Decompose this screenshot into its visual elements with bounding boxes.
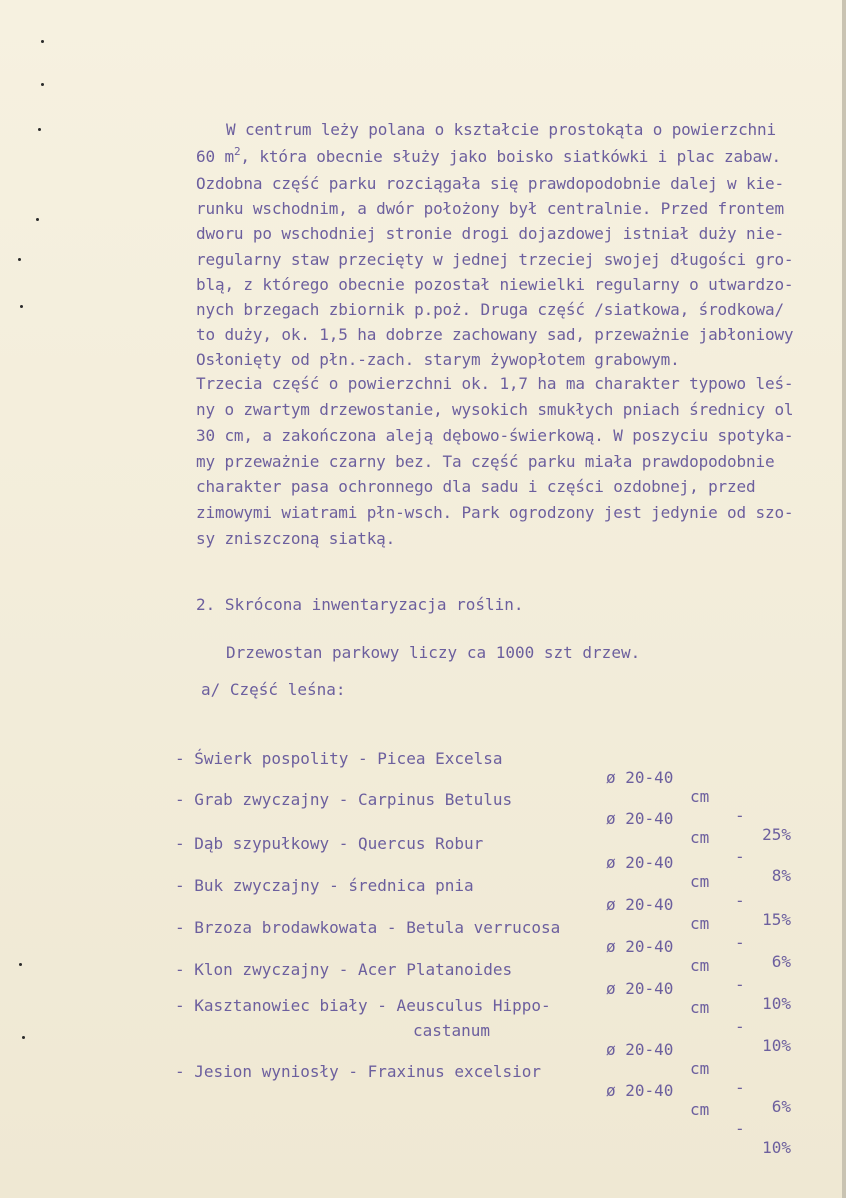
paragraph-line: nych brzegach zbiornik p.poż. Druga część /siatkowa, środkowa/ xyxy=(196,300,784,319)
tree-name-continued: castanum xyxy=(413,1021,491,1040)
tree-name: - Kasztanowiec biały - Aeusculus Hippo- xyxy=(175,996,551,1015)
tree-dash: - xyxy=(735,933,745,952)
tree-unit: cm xyxy=(690,1059,710,1078)
paragraph-line: sy zniszczoną siatką. xyxy=(196,529,396,548)
paragraph-line: my przeważnie czarny bez. Ta część parku miała prawdopodobnie xyxy=(196,452,775,471)
paragraph-line: runku wschodnim, a dwór położony był centralnie. Przed frontem xyxy=(196,199,784,218)
subsection-title: a/ Część leśna: xyxy=(201,680,346,699)
tree-percent: 10% xyxy=(762,1036,791,1055)
tree-dash: - xyxy=(735,847,745,866)
margin-dot xyxy=(20,305,23,308)
tree-diameter: ø 20-40 xyxy=(606,979,674,998)
tree-dash: - xyxy=(735,1017,745,1036)
tree-percent: 6% xyxy=(771,952,791,971)
tree-name: - Dąb szypułkowy - Quercus Robur xyxy=(175,834,484,853)
tree-name: - Klon zwyczajny - Acer Platanoides xyxy=(175,960,513,979)
paragraph-line: to duży, ok. 1,5 ha dobrze zachowany sad, przeważnie jabłoniowy xyxy=(196,325,794,344)
tree-unit: cm xyxy=(690,1100,710,1119)
paragraph-line: 30 cm, a zakończona aleją dębowo-świerkową. W poszyciu spotyka- xyxy=(196,426,794,445)
tree-name: - Grab zwyczajny - Carpinus Betulus xyxy=(175,790,513,809)
tree-dash: - xyxy=(735,1119,745,1138)
tree-unit: cm xyxy=(690,914,710,933)
tree-unit: cm xyxy=(690,787,710,806)
paragraph-line: zimowymi wiatrami płn-wsch. Park ogrodzony jest jedynie od szo- xyxy=(196,503,794,522)
tree-row xyxy=(0,1043,846,1157)
tree-dash: - xyxy=(735,806,745,825)
paragraph-line: blą, z którego obecnie pozostał niewielki regularny o utwardzo- xyxy=(196,275,794,294)
tree-dash: - xyxy=(735,1078,745,1097)
tree-diameter: ø 20-40 xyxy=(606,809,674,828)
tree-unit: cm xyxy=(690,956,710,975)
paragraph-line: Osłonięty od płn.-zach. starym żywopłotem grabowym. xyxy=(196,350,680,369)
paragraph-line: W centrum leży polana o kształcie prostokąta o powierzchni xyxy=(226,120,777,139)
tree-diameter: ø 20-40 xyxy=(606,937,674,956)
paragraph-line xyxy=(196,147,781,169)
margin-dot xyxy=(38,128,41,131)
paragraph-line: Trzecia część o powierzchni ok. 1,7 ha ma charakter typowo leś- xyxy=(196,374,794,393)
margin-dot xyxy=(36,218,39,221)
paragraph-line-rest: , która obecnie służy jako boisko siatkówki i plac zabaw. xyxy=(240,147,781,166)
tree-diameter: ø 20-40 xyxy=(606,895,674,914)
paragraph-line: regularny staw przecięty w jednej trzeciej swojej długości gro- xyxy=(196,250,794,269)
paragraph-line: dworu po wschodniej stronie drogi dojazdowej istniał duży nie- xyxy=(196,224,784,243)
tree-percent: 10% xyxy=(762,994,791,1013)
intro-text: Drzewostan parkowy liczy ca 1000 szt drzew. xyxy=(226,643,641,662)
tree-percent: 15% xyxy=(762,910,791,929)
tree-name: - Brzoza brodawkowata - Betula verrucosa xyxy=(175,918,561,937)
tree-diameter: ø 20-40 xyxy=(606,768,674,787)
margin-dot xyxy=(18,258,21,261)
section-heading: 2. Skrócona inwentaryzacja roślin. xyxy=(196,595,524,614)
tree-percent: 6% xyxy=(771,1097,791,1116)
tree-unit: cm xyxy=(690,828,710,847)
paragraph-line: Ozdobna część parku rozciągała się prawdopodobnie dalej w kie- xyxy=(196,174,784,193)
tree-dash: - xyxy=(735,975,745,994)
paragraph-line: ny o zwartym drzewostanie, wysokich smukłych pniach średnicy ol xyxy=(196,400,794,419)
margin-dot xyxy=(41,40,44,43)
tree-dash: - xyxy=(735,891,745,910)
tree-unit: cm xyxy=(690,998,710,1017)
tree-unit: cm xyxy=(690,872,710,891)
tree-percent: 8% xyxy=(771,866,791,885)
area-value: 60 m xyxy=(196,147,234,166)
superscript: 2 xyxy=(233,145,241,158)
tree-percent: 10% xyxy=(762,1138,791,1157)
tree-name: - Świerk pospolity - Picea Excelsa xyxy=(175,749,503,768)
tree-diameter: ø 20-40 xyxy=(606,1081,674,1100)
tree-name: - Buk zwyczajny - średnica pnia xyxy=(175,876,474,895)
tree-name: - Jesion wyniosły - Fraxinus excelsior xyxy=(175,1062,542,1081)
paragraph-line: charakter pasa ochronnego dla sadu i części ozdobnej, przed xyxy=(196,477,756,496)
tree-diameter: ø 20-40 xyxy=(606,853,674,872)
margin-dot xyxy=(41,83,44,86)
tree-percent: 25% xyxy=(762,825,791,844)
tree-diameter: ø 20-40 xyxy=(606,1040,674,1059)
